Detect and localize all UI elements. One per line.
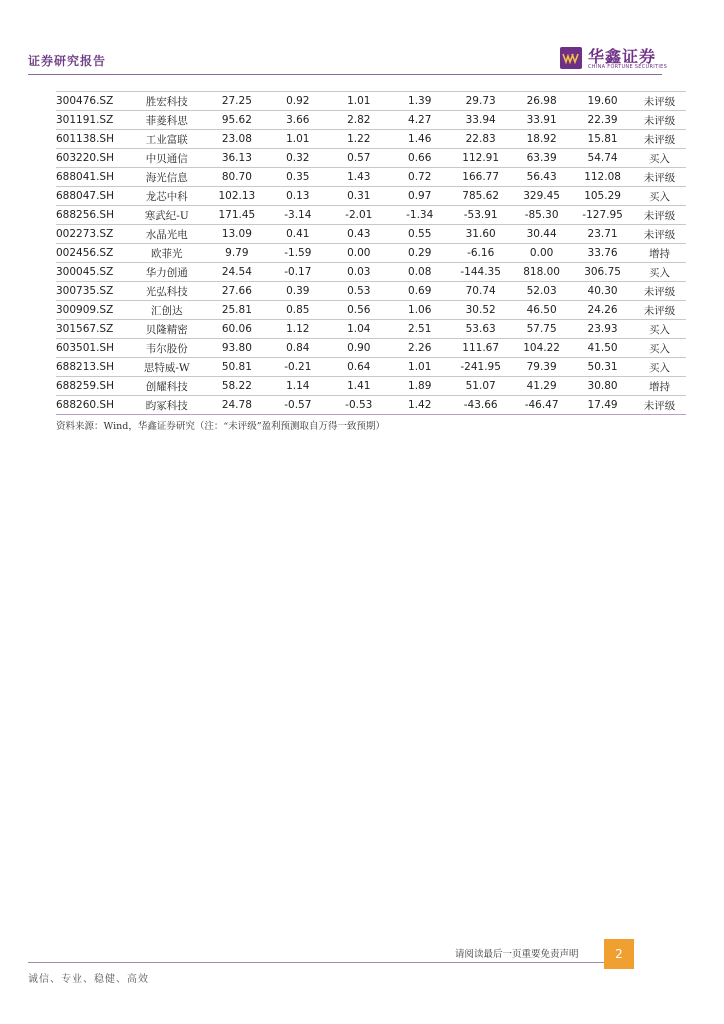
eps-2023-cell: 0.32 <box>267 149 328 168</box>
share-price-cell: 102.13 <box>206 187 267 206</box>
eps-2023-cell: -0.21 <box>267 358 328 377</box>
pe-2023-cell: 70.74 <box>450 282 511 301</box>
stock-code-cell: 002456.SZ <box>56 244 127 263</box>
logo-mark-icon <box>560 47 582 69</box>
table-row <box>56 263 686 282</box>
pe-2024-cell: 56.43 <box>511 168 572 187</box>
pe-2024-cell: -46.47 <box>511 396 572 415</box>
share-price-cell: 24.54 <box>206 263 267 282</box>
rating-cell: 买入 <box>633 187 686 206</box>
rating-cell: 增持 <box>633 377 686 396</box>
eps-2024-cell: 1.04 <box>328 320 389 339</box>
header-divider <box>28 74 662 75</box>
stock-name-cell: 贝隆精密 <box>127 320 206 339</box>
pe-2024-cell: 18.92 <box>511 130 572 149</box>
stock-code-cell: 688213.SH <box>56 358 127 377</box>
pe-2025-cell: 30.80 <box>572 377 633 396</box>
table-row <box>56 92 686 111</box>
logo-text-en: CHINA FORTUNE SECURITIES <box>588 64 668 70</box>
eps-2023-cell: 3.66 <box>267 111 328 130</box>
pe-2023-cell: 51.07 <box>450 377 511 396</box>
pe-2023-cell: 22.83 <box>450 130 511 149</box>
share-price-cell: 27.25 <box>206 92 267 111</box>
eps-2025-cell: -1.34 <box>389 206 450 225</box>
table-row <box>56 244 686 263</box>
pe-2025-cell: 105.29 <box>572 187 633 206</box>
pe-2023-cell: 785.62 <box>450 187 511 206</box>
table-row <box>56 225 686 244</box>
stock-name-cell: 华力创通 <box>127 263 206 282</box>
eps-2023-cell: 0.41 <box>267 225 328 244</box>
eps-2025-cell: 0.66 <box>389 149 450 168</box>
eps-2023-cell: 0.85 <box>267 301 328 320</box>
eps-2025-cell: 1.46 <box>389 130 450 149</box>
stock-name-cell: 光弘科技 <box>127 282 206 301</box>
footer-divider <box>28 962 604 963</box>
pe-2024-cell: 57.75 <box>511 320 572 339</box>
stock-code-cell: 688256.SH <box>56 206 127 225</box>
pe-2024-cell: 26.98 <box>511 92 572 111</box>
stock-name-cell: 菲菱科思 <box>127 111 206 130</box>
rating-cell: 未评级 <box>633 168 686 187</box>
stock-code-cell: 301191.SZ <box>56 111 127 130</box>
stock-name-cell: 海光信息 <box>127 168 206 187</box>
pe-2025-cell: 54.74 <box>572 149 633 168</box>
table-row <box>56 320 686 339</box>
table-row <box>56 149 686 168</box>
stock-code-cell: 603501.SH <box>56 339 127 358</box>
eps-2024-cell: 0.56 <box>328 301 389 320</box>
rating-cell: 买入 <box>633 320 686 339</box>
eps-2025-cell: 1.01 <box>389 358 450 377</box>
eps-2024-cell: 1.41 <box>328 377 389 396</box>
pe-2023-cell: 31.60 <box>450 225 511 244</box>
source-note: 资料来源：Wind，华鑫证券研究（注：“未评级”盈利预测取自万得一致预期） <box>56 421 386 432</box>
rating-cell: 买入 <box>633 339 686 358</box>
stock-name-cell: 韦尔股份 <box>127 339 206 358</box>
company-motto: 诚信、专业、稳健、高效 <box>28 974 149 985</box>
eps-2024-cell: 1.43 <box>328 168 389 187</box>
pe-2025-cell: 23.71 <box>572 225 633 244</box>
eps-2025-cell: 4.27 <box>389 111 450 130</box>
stock-name-cell: 思特威-W <box>127 358 206 377</box>
share-price-cell: 25.81 <box>206 301 267 320</box>
pe-2024-cell: 41.29 <box>511 377 572 396</box>
pe-2023-cell: -6.16 <box>450 244 511 263</box>
eps-2024-cell: 2.82 <box>328 111 389 130</box>
stock-code-cell: 688259.SH <box>56 377 127 396</box>
pe-2023-cell: -53.91 <box>450 206 511 225</box>
table-row <box>56 206 686 225</box>
eps-2023-cell: 0.13 <box>267 187 328 206</box>
stock-name-cell: 汇创达 <box>127 301 206 320</box>
table-row <box>56 130 686 149</box>
eps-2025-cell: 0.72 <box>389 168 450 187</box>
eps-2024-cell: 0.31 <box>328 187 389 206</box>
table-row <box>56 111 686 130</box>
pe-2025-cell: -127.95 <box>572 206 633 225</box>
pe-2025-cell: 24.26 <box>572 301 633 320</box>
pe-2025-cell: 112.08 <box>572 168 633 187</box>
pe-2025-cell: 17.49 <box>572 396 633 415</box>
pe-2025-cell: 50.31 <box>572 358 633 377</box>
company-logo <box>560 44 670 74</box>
pe-2023-cell: 166.77 <box>450 168 511 187</box>
eps-2024-cell: 0.90 <box>328 339 389 358</box>
pe-2023-cell: 53.63 <box>450 320 511 339</box>
stock-code-cell: 300735.SZ <box>56 282 127 301</box>
disclaimer-note: 请阅读最后一页重要免责声明 <box>455 949 579 960</box>
rating-cell: 未评级 <box>633 282 686 301</box>
eps-2023-cell: -0.17 <box>267 263 328 282</box>
stock-name-cell: 中贝通信 <box>127 149 206 168</box>
stock-name-cell: 欧菲光 <box>127 244 206 263</box>
pe-2025-cell: 41.50 <box>572 339 633 358</box>
pe-2025-cell: 22.39 <box>572 111 633 130</box>
pe-2024-cell: 0.00 <box>511 244 572 263</box>
eps-2024-cell: 1.01 <box>328 92 389 111</box>
eps-2024-cell: 1.22 <box>328 130 389 149</box>
share-price-cell: 24.78 <box>206 396 267 415</box>
pe-2023-cell: 29.73 <box>450 92 511 111</box>
pe-2025-cell: 19.60 <box>572 92 633 111</box>
stock-name-cell: 龙芯中科 <box>127 187 206 206</box>
stock-name-cell: 胜宏科技 <box>127 92 206 111</box>
pe-2024-cell: 818.00 <box>511 263 572 282</box>
eps-2023-cell: 0.84 <box>267 339 328 358</box>
rating-cell: 增持 <box>633 244 686 263</box>
pe-2025-cell: 15.81 <box>572 130 633 149</box>
share-price-cell: 23.08 <box>206 130 267 149</box>
eps-2024-cell: 0.57 <box>328 149 389 168</box>
pe-2023-cell: -43.66 <box>450 396 511 415</box>
pe-2025-cell: 306.75 <box>572 263 633 282</box>
eps-2025-cell: 0.08 <box>389 263 450 282</box>
stock-code-cell: 601138.SH <box>56 130 127 149</box>
eps-2024-cell: 0.00 <box>328 244 389 263</box>
pe-2023-cell: 112.91 <box>450 149 511 168</box>
share-price-cell: 13.09 <box>206 225 267 244</box>
pe-2023-cell: 33.94 <box>450 111 511 130</box>
pe-2025-cell: 23.93 <box>572 320 633 339</box>
table-row <box>56 282 686 301</box>
share-price-cell: 80.70 <box>206 168 267 187</box>
rating-cell: 未评级 <box>633 206 686 225</box>
eps-2023-cell: -3.14 <box>267 206 328 225</box>
stock-valuation-table <box>56 91 686 415</box>
pe-2024-cell: 329.45 <box>511 187 572 206</box>
table-row <box>56 168 686 187</box>
eps-2025-cell: 1.06 <box>389 301 450 320</box>
table-row <box>56 377 686 396</box>
eps-2025-cell: 0.55 <box>389 225 450 244</box>
pe-2025-cell: 40.30 <box>572 282 633 301</box>
eps-2025-cell: 1.89 <box>389 377 450 396</box>
share-price-cell: 9.79 <box>206 244 267 263</box>
pe-2024-cell: 46.50 <box>511 301 572 320</box>
rating-cell: 未评级 <box>633 396 686 415</box>
share-price-cell: 171.45 <box>206 206 267 225</box>
eps-2023-cell: -1.59 <box>267 244 328 263</box>
report-type-title: 证券研究报告 <box>28 54 107 68</box>
eps-2023-cell: 0.92 <box>267 92 328 111</box>
pe-2023-cell: 30.52 <box>450 301 511 320</box>
share-price-cell: 95.62 <box>206 111 267 130</box>
eps-2025-cell: 0.69 <box>389 282 450 301</box>
pe-2024-cell: -85.30 <box>511 206 572 225</box>
eps-2024-cell: -0.53 <box>328 396 389 415</box>
rating-cell: 买入 <box>633 263 686 282</box>
pe-2024-cell: 52.03 <box>511 282 572 301</box>
pe-2024-cell: 104.22 <box>511 339 572 358</box>
eps-2025-cell: 0.97 <box>389 187 450 206</box>
pe-2024-cell: 33.91 <box>511 111 572 130</box>
stock-code-cell: 300476.SZ <box>56 92 127 111</box>
eps-2024-cell: 0.03 <box>328 263 389 282</box>
stock-code-cell: 300045.SZ <box>56 263 127 282</box>
page-number: 2 <box>604 939 634 969</box>
rating-cell: 未评级 <box>633 111 686 130</box>
pe-2024-cell: 79.39 <box>511 358 572 377</box>
stock-name-cell: 寒武纪-U <box>127 206 206 225</box>
eps-2024-cell: -2.01 <box>328 206 389 225</box>
share-price-cell: 27.66 <box>206 282 267 301</box>
eps-2024-cell: 0.53 <box>328 282 389 301</box>
eps-2024-cell: 0.64 <box>328 358 389 377</box>
share-price-cell: 36.13 <box>206 149 267 168</box>
stock-name-cell: 昀冢科技 <box>127 396 206 415</box>
pe-2024-cell: 30.44 <box>511 225 572 244</box>
rating-cell: 未评级 <box>633 92 686 111</box>
stock-code-cell: 688260.SH <box>56 396 127 415</box>
stock-code-cell: 300909.SZ <box>56 301 127 320</box>
stock-code-cell: 688047.SH <box>56 187 127 206</box>
stock-name-cell: 水晶光电 <box>127 225 206 244</box>
logo-text-cn: 华鑫证券 <box>588 47 657 66</box>
eps-2025-cell: 1.39 <box>389 92 450 111</box>
eps-2023-cell: -0.57 <box>267 396 328 415</box>
stock-code-cell: 688041.SH <box>56 168 127 187</box>
rating-cell: 未评级 <box>633 130 686 149</box>
stock-code-cell: 603220.SH <box>56 149 127 168</box>
eps-2025-cell: 2.26 <box>389 339 450 358</box>
eps-2025-cell: 2.51 <box>389 320 450 339</box>
stock-name-cell: 创耀科技 <box>127 377 206 396</box>
pe-2023-cell: 111.67 <box>450 339 511 358</box>
pe-2024-cell: 63.39 <box>511 149 572 168</box>
stock-name-cell: 工业富联 <box>127 130 206 149</box>
eps-2023-cell: 1.14 <box>267 377 328 396</box>
share-price-cell: 93.80 <box>206 339 267 358</box>
pe-2025-cell: 33.76 <box>572 244 633 263</box>
rating-cell: 未评级 <box>633 225 686 244</box>
eps-2023-cell: 1.12 <box>267 320 328 339</box>
share-price-cell: 58.22 <box>206 377 267 396</box>
eps-2025-cell: 0.29 <box>389 244 450 263</box>
rating-cell: 买入 <box>633 358 686 377</box>
table-row <box>56 187 686 206</box>
stock-code-cell: 301567.SZ <box>56 320 127 339</box>
share-price-cell: 60.06 <box>206 320 267 339</box>
eps-2023-cell: 1.01 <box>267 130 328 149</box>
pe-2023-cell: -241.95 <box>450 358 511 377</box>
eps-2023-cell: 0.35 <box>267 168 328 187</box>
table-row <box>56 396 686 415</box>
eps-2025-cell: 1.42 <box>389 396 450 415</box>
rating-cell: 买入 <box>633 149 686 168</box>
share-price-cell: 50.81 <box>206 358 267 377</box>
pe-2023-cell: -144.35 <box>450 263 511 282</box>
rating-cell: 未评级 <box>633 301 686 320</box>
table-row <box>56 301 686 320</box>
table-row <box>56 358 686 377</box>
table-row <box>56 339 686 358</box>
eps-2023-cell: 0.39 <box>267 282 328 301</box>
stock-code-cell: 002273.SZ <box>56 225 127 244</box>
eps-2024-cell: 0.43 <box>328 225 389 244</box>
